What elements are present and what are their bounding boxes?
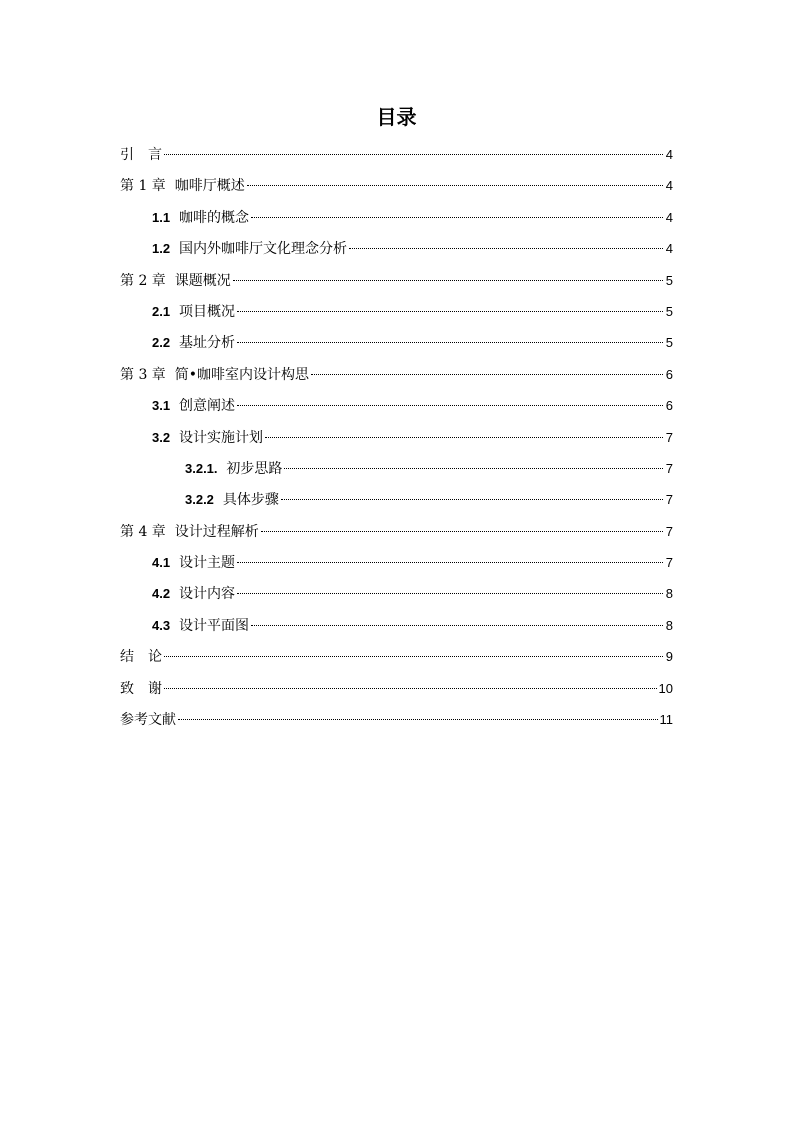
toc-entry-page-number: 6: [665, 366, 673, 382]
toc-dot-leader: [251, 625, 663, 626]
toc-entry[interactable]: [120, 550, 673, 581]
toc-entry-page-number: 4: [665, 178, 673, 194]
toc-entry-page-number: 7: [665, 460, 673, 476]
toc-entry[interactable]: [120, 205, 673, 236]
toc-entry[interactable]: [120, 268, 673, 299]
toc-entry-page-number: 7: [665, 429, 673, 445]
toc-entry-page-number: 5: [665, 303, 673, 319]
toc-entry-label: 第 3 章 简•咖啡室内设计构思: [120, 366, 309, 383]
toc-entry-label: 设计内容: [170, 586, 235, 603]
toc-entry-number: 3.2.2: [185, 492, 214, 508]
toc-entry-number: 2.1: [152, 303, 171, 319]
toc-entry[interactable]: [120, 173, 673, 204]
toc-entry[interactable]: [120, 142, 673, 173]
toc-entry-page-number: 11: [659, 712, 673, 728]
toc-entry[interactable]: [120, 519, 673, 550]
toc-entry-page-number: 5: [665, 335, 673, 351]
toc-dot-leader: [265, 437, 663, 438]
toc-dot-leader: [349, 248, 663, 249]
toc-dot-leader: [178, 719, 658, 720]
toc-entry-label: 第 4 章 设计过程解析: [120, 523, 259, 540]
toc-entry-number: 3.2: [152, 429, 171, 445]
toc-dot-leader: [284, 468, 663, 469]
toc-entry-label: 设计实施计划: [170, 429, 263, 446]
toc-entry-label: 致 谢: [120, 680, 162, 697]
toc-dot-leader: [237, 342, 663, 343]
toc-dot-leader: [237, 593, 663, 594]
toc-entry-label: 咖啡的概念: [170, 209, 249, 226]
toc-entry-number: 3.2.1.: [185, 460, 218, 476]
toc-entry-number: 2.2: [152, 335, 171, 351]
toc-entry[interactable]: [120, 487, 673, 518]
toc-entry[interactable]: [120, 581, 673, 612]
toc-dot-leader: [164, 154, 663, 155]
toc-entry-label: 项目概况: [170, 303, 235, 320]
toc-entry-label: 第 1 章 咖啡厅概述: [120, 178, 245, 195]
toc-entry-number: 4.2: [152, 586, 171, 602]
toc-dot-leader: [261, 531, 663, 532]
toc-entry-label: 国内外咖啡厅文化理念分析: [170, 241, 347, 258]
toc-entry[interactable]: [120, 456, 673, 487]
toc-entry-page-number: 8: [665, 586, 673, 602]
toc-dot-leader: [311, 374, 663, 375]
toc-entry-page-number: 7: [665, 492, 673, 508]
toc-dot-leader: [164, 656, 663, 657]
toc-entry-number: 4.3: [152, 617, 171, 633]
toc-entry-page-number: 8: [665, 617, 673, 633]
toc-entry-page-number: 5: [665, 272, 673, 288]
toc-entry[interactable]: [120, 362, 673, 393]
toc-entry-label: 初步思路: [217, 460, 283, 477]
toc-entry-number: 1.1: [152, 209, 171, 225]
toc-entry[interactable]: [120, 299, 673, 330]
toc-dot-leader: [237, 562, 663, 563]
toc-entry[interactable]: [120, 644, 673, 675]
toc-entry-page-number: 4: [665, 209, 673, 225]
toc-entry-label: 结 论: [120, 649, 162, 666]
toc-entry[interactable]: [120, 613, 673, 644]
toc-dot-leader: [251, 217, 663, 218]
toc-entry-label: 设计主题: [170, 555, 235, 572]
toc-dot-leader: [247, 185, 663, 186]
toc-entry[interactable]: [120, 707, 673, 738]
toc-entry-number: 3.1: [152, 398, 171, 414]
toc-entry-label: 设计平面图: [170, 617, 249, 634]
toc-entry-label: 引 言: [120, 147, 162, 163]
toc-dot-leader: [237, 405, 663, 406]
toc-entry-page-number: 9: [665, 649, 673, 665]
toc-entry-label: 具体步骤: [213, 492, 279, 509]
toc-entry-page-number: 6: [665, 398, 673, 414]
toc-entry-number: 1.2: [152, 241, 171, 257]
toc-dot-leader: [281, 499, 663, 500]
toc-entry-label: 第 2 章 课题概况: [120, 272, 231, 289]
toc-entry-label: 基址分析: [170, 335, 235, 352]
toc-entry-page-number: 7: [665, 555, 673, 571]
toc-dot-leader: [237, 311, 663, 312]
toc-entry[interactable]: [120, 393, 673, 424]
toc-entry[interactable]: [120, 330, 673, 361]
page-title: 目录: [376, 105, 417, 129]
toc-dot-leader: [233, 280, 663, 281]
toc-dot-leader: [164, 688, 657, 689]
toc-entry[interactable]: [120, 676, 673, 707]
toc-entry[interactable]: [120, 425, 673, 456]
toc-entry-page-number: 4: [665, 241, 673, 257]
toc-entry-page-number: 4: [665, 147, 673, 162]
toc-entry-label: 参考文献: [120, 712, 176, 729]
toc-entry-label: 创意阐述: [170, 398, 235, 415]
toc-entry[interactable]: [120, 236, 673, 267]
toc-entry-number: 4.1: [152, 555, 171, 571]
toc-entry-page-number: 7: [665, 523, 673, 539]
table-of-contents: [120, 142, 673, 738]
toc-entry-page-number: 10: [658, 680, 673, 696]
